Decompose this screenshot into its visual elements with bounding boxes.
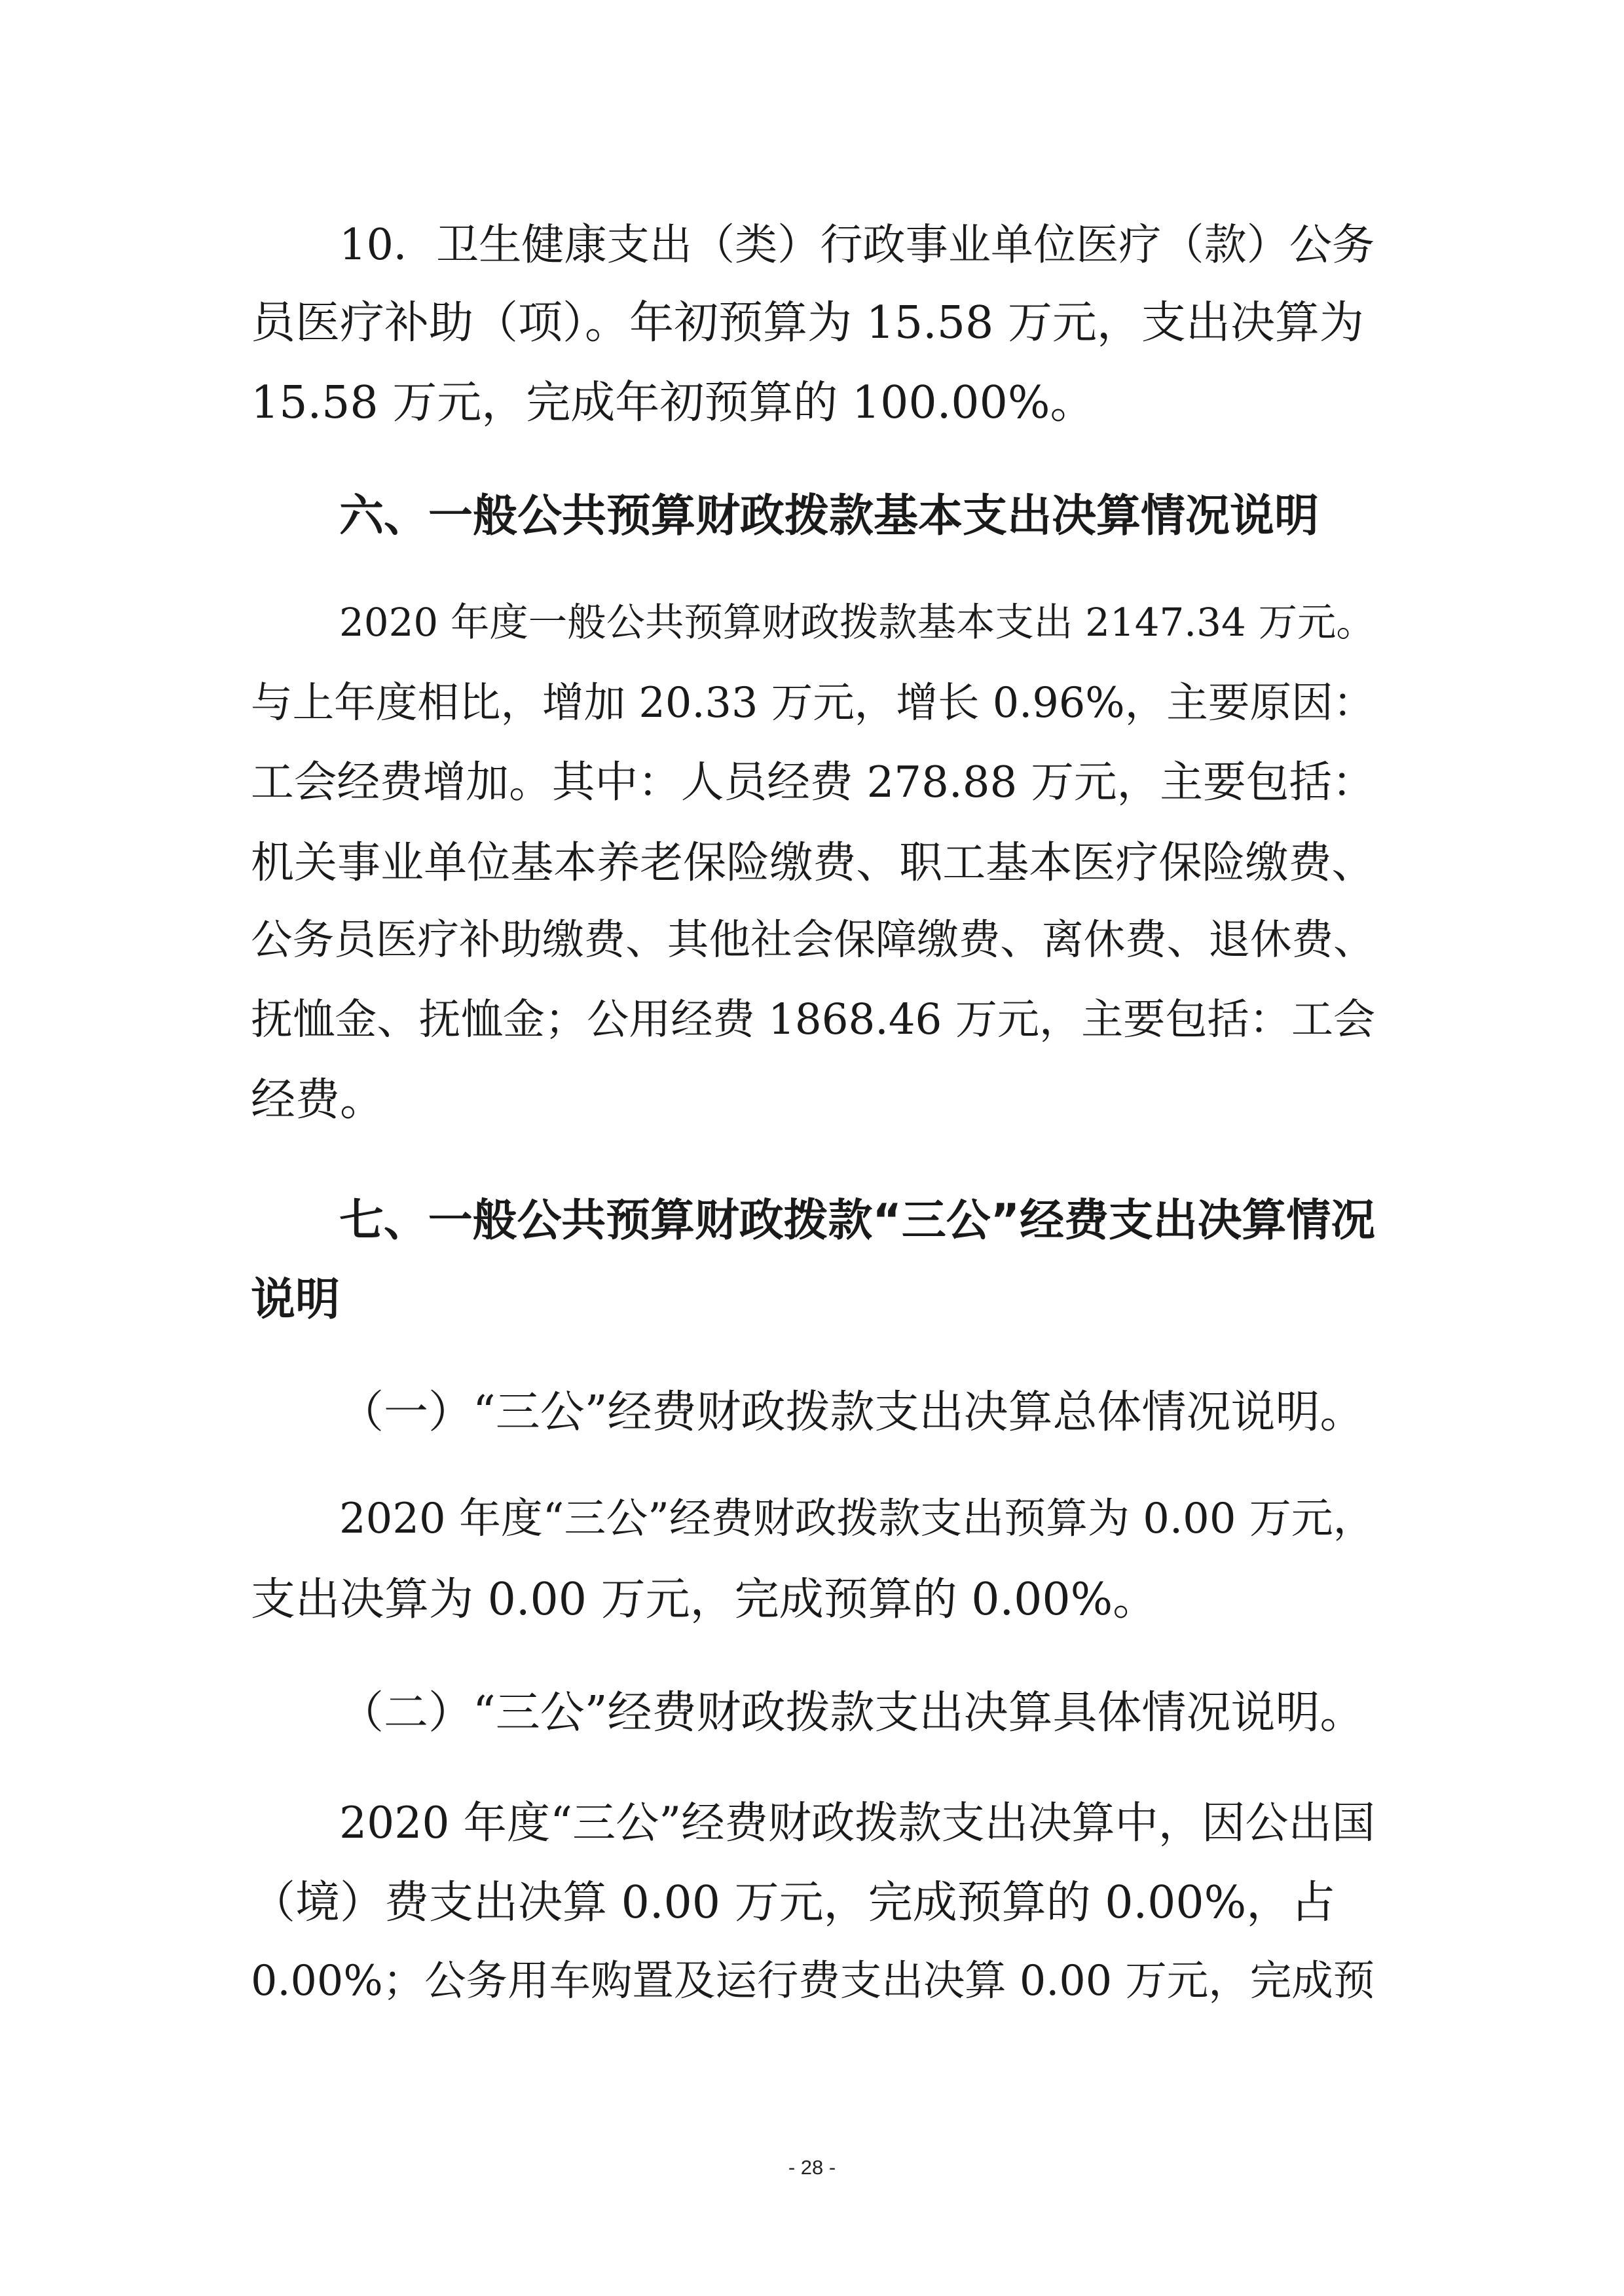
body-line: 机关事业单位基本养老保险缴费、职工基本医疗保险缴费、 bbox=[251, 837, 1375, 888]
section-heading: 七、一般公共预算财政拨款“三公”经费支出决算情况 bbox=[339, 1195, 1376, 1247]
body-line: 与上年度相比，增加 20.33 万元，增长 0.96%，主要原因： bbox=[251, 678, 1375, 727]
body-line: 0.00%；公务用车购置及运行费支出决算 0.00 万元，完成预 bbox=[251, 1956, 1375, 2005]
subsection-heading: （一）“三公”经费财政拨款支出决算总体情况说明。 bbox=[339, 1387, 1365, 1438]
body-line: 2020 年度“三公”经费财政拨款支出预算为 0.00 万元， bbox=[339, 1495, 1375, 1543]
body-line: （境）费支出决算 0.00 万元，完成预算的 0.00%，占 bbox=[251, 1877, 1336, 1929]
subsection-heading: （二）“三公”经费财政拨款支出决算具体情况说明。 bbox=[339, 1687, 1365, 1739]
page-number: - 28 - bbox=[788, 2156, 836, 2179]
body-line: 经费。 bbox=[251, 1074, 385, 1126]
body-line: 10．卫生健康支出（类）行政事业单位医疗（款）公务 bbox=[339, 221, 1375, 270]
body-line: 抚恤金、抚恤金；公用经费 1868.46 万元，主要包括：工会 bbox=[251, 995, 1376, 1044]
body-line: 员医疗补助（项）。年初预算为 15.58 万元，支出决算为 bbox=[251, 297, 1364, 349]
body-line: 公务员医疗补助缴费、其他社会保障缴费、离休费、退休费、 bbox=[251, 915, 1375, 964]
body-line: 2020 年度一般公共预算财政拨款基本支出 2147.34 万元。 bbox=[339, 600, 1375, 646]
body-line: 支出决算为 0.00 万元，完成预算的 0.00%。 bbox=[251, 1574, 1158, 1626]
section-heading: 六、一般公共预算财政拨款基本支出决算情况说明 bbox=[339, 490, 1320, 542]
body-line: 15.58 万元，完成年初预算的 100.00%。 bbox=[251, 377, 1095, 429]
body-line: 工会经费增加。其中：人员经费 278.88 万元，主要包括： bbox=[251, 757, 1375, 807]
body-line: 2020 年度“三公”经费财政拨款支出决算中，因公出国 bbox=[339, 1798, 1376, 1848]
section-heading: 说明 bbox=[251, 1274, 341, 1326]
